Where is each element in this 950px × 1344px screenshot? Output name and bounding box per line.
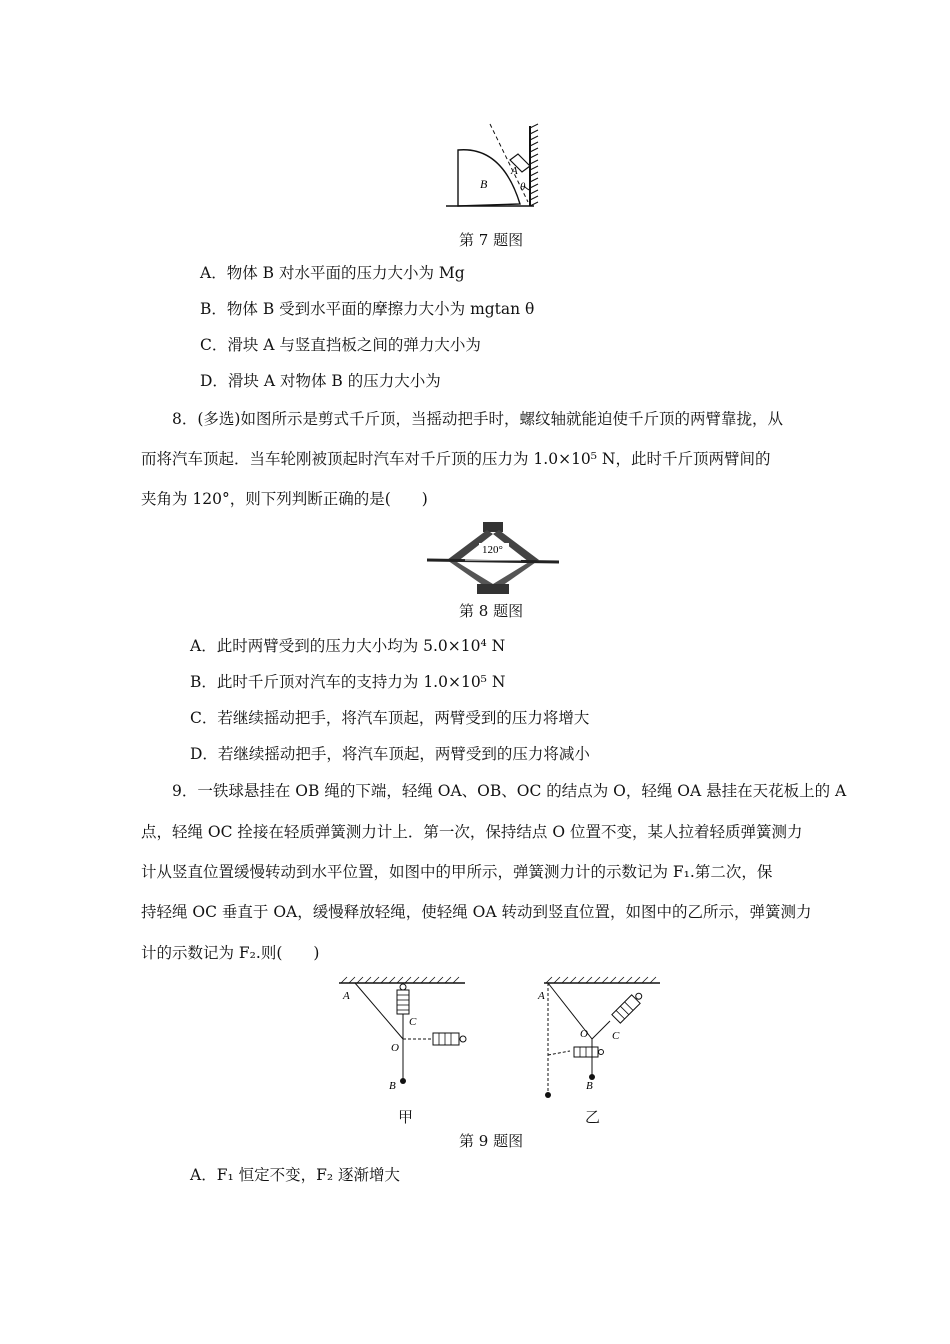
figure-7-diagram: [440, 118, 550, 212]
q7-option-c: C．滑块 A 与竖直挡板之间的弹力大小为: [200, 336, 481, 354]
q7-option-d: D．滑块 A 对物体 B 的压力大小为: [200, 372, 441, 390]
fig7-label-theta: θ: [520, 181, 526, 193]
figure-9-right-diagram: [530, 975, 670, 1105]
figure-9-right-sublabel: 乙: [585, 1108, 601, 1126]
q9-stem-line-4: 持轻绳 OC 垂直于 OA，缓慢释放轻绳，使轻绳 OA 转动到竖直位置，如图中的乙所示，弹簧测力: [141, 903, 812, 921]
fig9-right-label-A: A: [538, 990, 545, 1002]
q9-stem-line-1: 9．一铁球悬挂在 OB 绳的下端，轻绳 OA、OB、OC 的结点为 O，轻绳 OA 悬挂在天花板上的 A: [172, 782, 847, 800]
fig9-left-label-A: A: [343, 990, 350, 1002]
q8-option-d: D．若继续摇动把手，将汽车顶起，两臂受到的压力将减小: [190, 745, 590, 763]
fig7-label-A: A: [511, 165, 518, 177]
figure-8-caption: 第 8 题图: [459, 602, 524, 620]
q9-stem-line-5: 计的示数记为 F₂.则( ): [141, 944, 320, 962]
fig9-right-label-C: C: [612, 1030, 620, 1042]
fig8-angle-label: 120°: [482, 544, 503, 556]
q8-stem-line-3: 夹角为 120°，则下列判断正确的是( ): [141, 490, 428, 508]
figure-9-caption: 第 9 题图: [459, 1132, 524, 1150]
q8-option-a: A．此时两臂受到的压力大小均为 5.0×10⁴ N: [190, 637, 506, 655]
q8-option-b: B．此时千斤顶对汽车的支持力为 1.0×10⁵ N: [190, 673, 506, 691]
q9-stem-line-3: 计从竖直位置缓慢转动到水平位置，如图中的甲所示，弹簧测力计的示数记为 F₁.第二次，保: [141, 863, 773, 881]
fig7-label-B: B: [480, 177, 488, 191]
fig9-left-label-B: B: [389, 1080, 396, 1092]
q7-option-a: A．物体 B 对水平面的压力大小为 Mg: [200, 264, 465, 282]
fig9-right-label-B: B: [586, 1080, 593, 1092]
q8-stem-line-1: 8．(多选)如图所示是剪式千斤顶，当摇动把手时，螺纹轴就能迫使千斤顶的两臂靠拢，从: [172, 410, 783, 428]
figure-8-jack-image: [425, 518, 560, 596]
figure-9-left-sublabel: 甲: [398, 1108, 414, 1126]
q8-stem-line-2: 而将汽车顶起．当车轮刚被顶起时汽车对千斤顶的压力为 1.0×10⁵ N，此时千斤顶两臂间的: [141, 450, 771, 468]
q9-option-a: A．F₁ 恒定不变，F₂ 逐渐增大: [190, 1166, 400, 1184]
q8-option-c: C．若继续摇动把手，将汽车顶起，两臂受到的压力将增大: [190, 709, 590, 727]
fig9-right-label-O: O: [580, 1028, 588, 1040]
figure-9-left-diagram: [335, 975, 475, 1095]
figure-7-caption: 第 7 题图: [459, 231, 524, 249]
fig9-left-label-O: O: [391, 1042, 399, 1054]
q7-option-b: B．物体 B 受到水平面的摩擦力大小为 mgtan θ: [200, 300, 535, 318]
fig9-left-label-C: C: [409, 1016, 417, 1028]
q9-stem-line-2: 点，轻绳 OC 拴接在轻质弹簧测力计上．第一次，保持结点 O 位置不变，某人拉着轻质弹簧测力: [141, 823, 803, 841]
